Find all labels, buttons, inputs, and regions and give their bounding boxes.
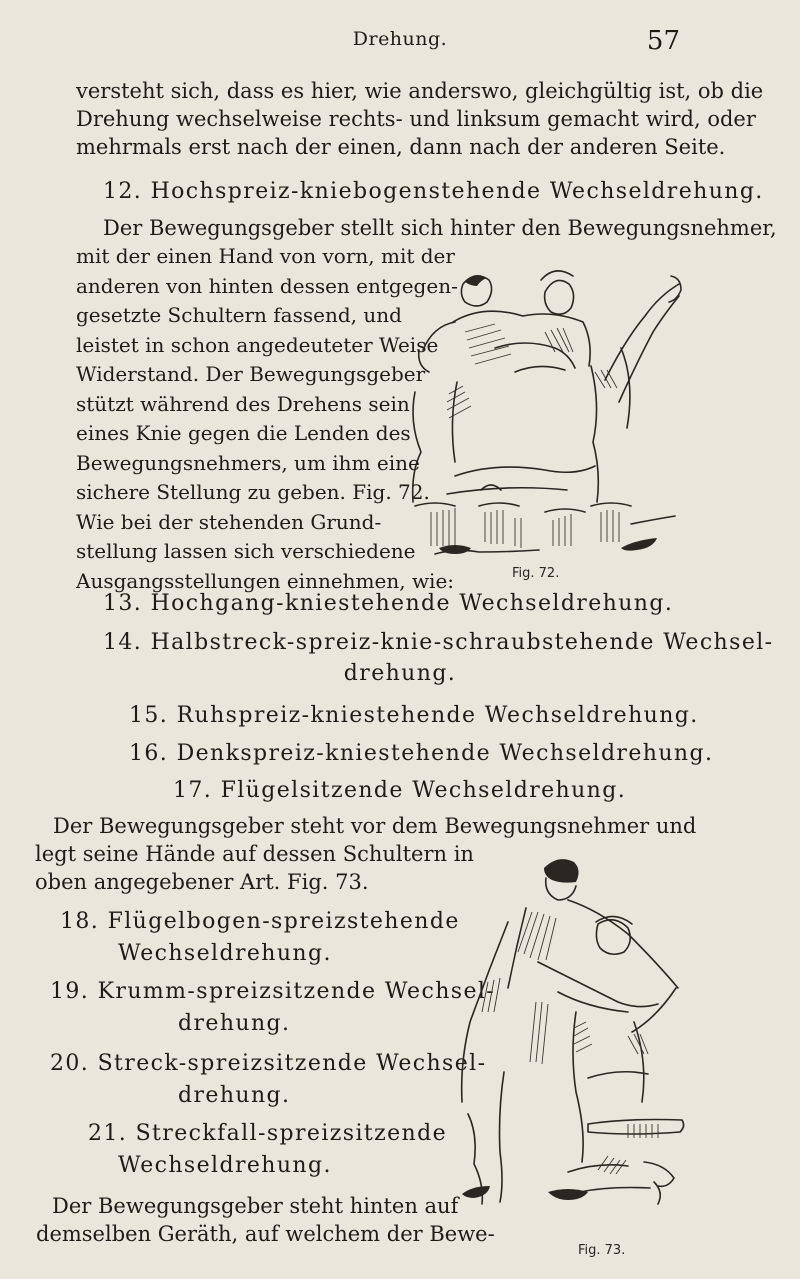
page-number: 57	[646, 26, 680, 56]
item-14-continuation: drehung.	[343, 661, 457, 686]
item-16: 16. Denkspreiz-kniestehende Wechseldrehung.	[129, 741, 714, 766]
text-line: stützt während des Drehens sein	[76, 391, 410, 416]
item-14: 14. Halbstreck-spreiz-knie-schraubstehende Wechsel-	[103, 630, 774, 655]
text-line: gesetzte Schultern fassend, und	[76, 303, 402, 327]
figure-73-drawing	[448, 852, 688, 1237]
text-line: mit der einen Hand von vorn, mit der	[76, 244, 455, 268]
text-line: anderen von hinten dessen entgegen-	[76, 273, 458, 298]
text-line: versteht sich, dass es hier, wie anderswo, gleichgültig ist, ob die	[76, 79, 764, 103]
text-line: Widerstand. Der Bewegungsgeber	[76, 362, 426, 386]
text-line: oben angegebener Art. Fig. 73.	[35, 870, 369, 894]
text-line: Der Bewegungsgeber stellt sich hinter den Bewegungsnehmer,	[103, 216, 777, 240]
item-20-continuation: drehung.	[178, 1083, 291, 1108]
running-title: Drehung.	[352, 28, 448, 50]
running-header	[0, 26, 800, 54]
item-19-continuation: drehung.	[178, 1011, 291, 1036]
text-line: Der Bewegungsgeber steht vor dem Bewegungsnehmer und	[53, 814, 697, 838]
figure-72-caption: Fig. 72.	[512, 566, 560, 581]
item-18: 18. Flügelbogen-spreizstehende	[60, 909, 460, 934]
item-18-continuation: Wechseldrehung.	[118, 941, 332, 966]
text-line: sichere Stellung zu geben. Fig. 72.	[76, 480, 430, 504]
section-12-first-line	[103, 214, 777, 242]
intro-paragraph	[76, 77, 764, 161]
section-17-heading: 17. Flügelsitzende Wechseldrehung.	[173, 778, 627, 803]
item-15: 15. Ruhspreiz-kniestehende Wechseldrehung.	[129, 703, 699, 728]
figure-72-drawing	[395, 262, 685, 562]
text-line: Bewegungsnehmers, um ihm eine	[76, 450, 420, 475]
item-21-continuation: Wechseldrehung.	[118, 1153, 332, 1178]
text-line: legt seine Hände auf dessen Schultern in	[35, 842, 474, 866]
text-line: Der Bewegungsgeber steht hinten auf	[52, 1194, 459, 1218]
text-line: eines Knie gegen die Lenden des	[76, 421, 411, 445]
text-line: Ausgangsstellungen einnehmen, wie:	[76, 568, 455, 593]
figure-73-illustration	[448, 852, 688, 1237]
closing-paragraph	[36, 1192, 495, 1248]
text-line: mehrmals erst nach der einen, dann nach der anderen Seite.	[76, 135, 726, 159]
item-13: 13. Hochgang-kniestehende Wechseldrehung.	[103, 591, 674, 616]
section-12-paragraph	[76, 242, 458, 596]
item-20: 20. Streck-spreizsitzende Wechsel-	[50, 1051, 487, 1076]
text-line: Drehung wechselweise rechts- und linksum gemacht wird, oder	[76, 107, 756, 131]
item-21: 21. Streckfall-spreizsitzende	[88, 1121, 448, 1146]
section-12-heading: 12. Hochspreiz-kniebogenstehende Wechseldrehung.	[103, 179, 764, 204]
text-line: demselben Geräth, auf welchem der Bewe-	[36, 1222, 495, 1246]
figure-72-illustration	[395, 262, 685, 562]
text-line: stellung lassen sich verschiedene	[76, 539, 416, 563]
item-19: 19. Krumm-spreizsitzende Wechsel-	[50, 979, 496, 1004]
figure-73-caption: Fig. 73.	[578, 1243, 626, 1258]
text-line: leistet in schon angedeuteter Weise	[76, 332, 439, 357]
text-line: Wie bei der stehenden Grund-	[76, 509, 382, 534]
